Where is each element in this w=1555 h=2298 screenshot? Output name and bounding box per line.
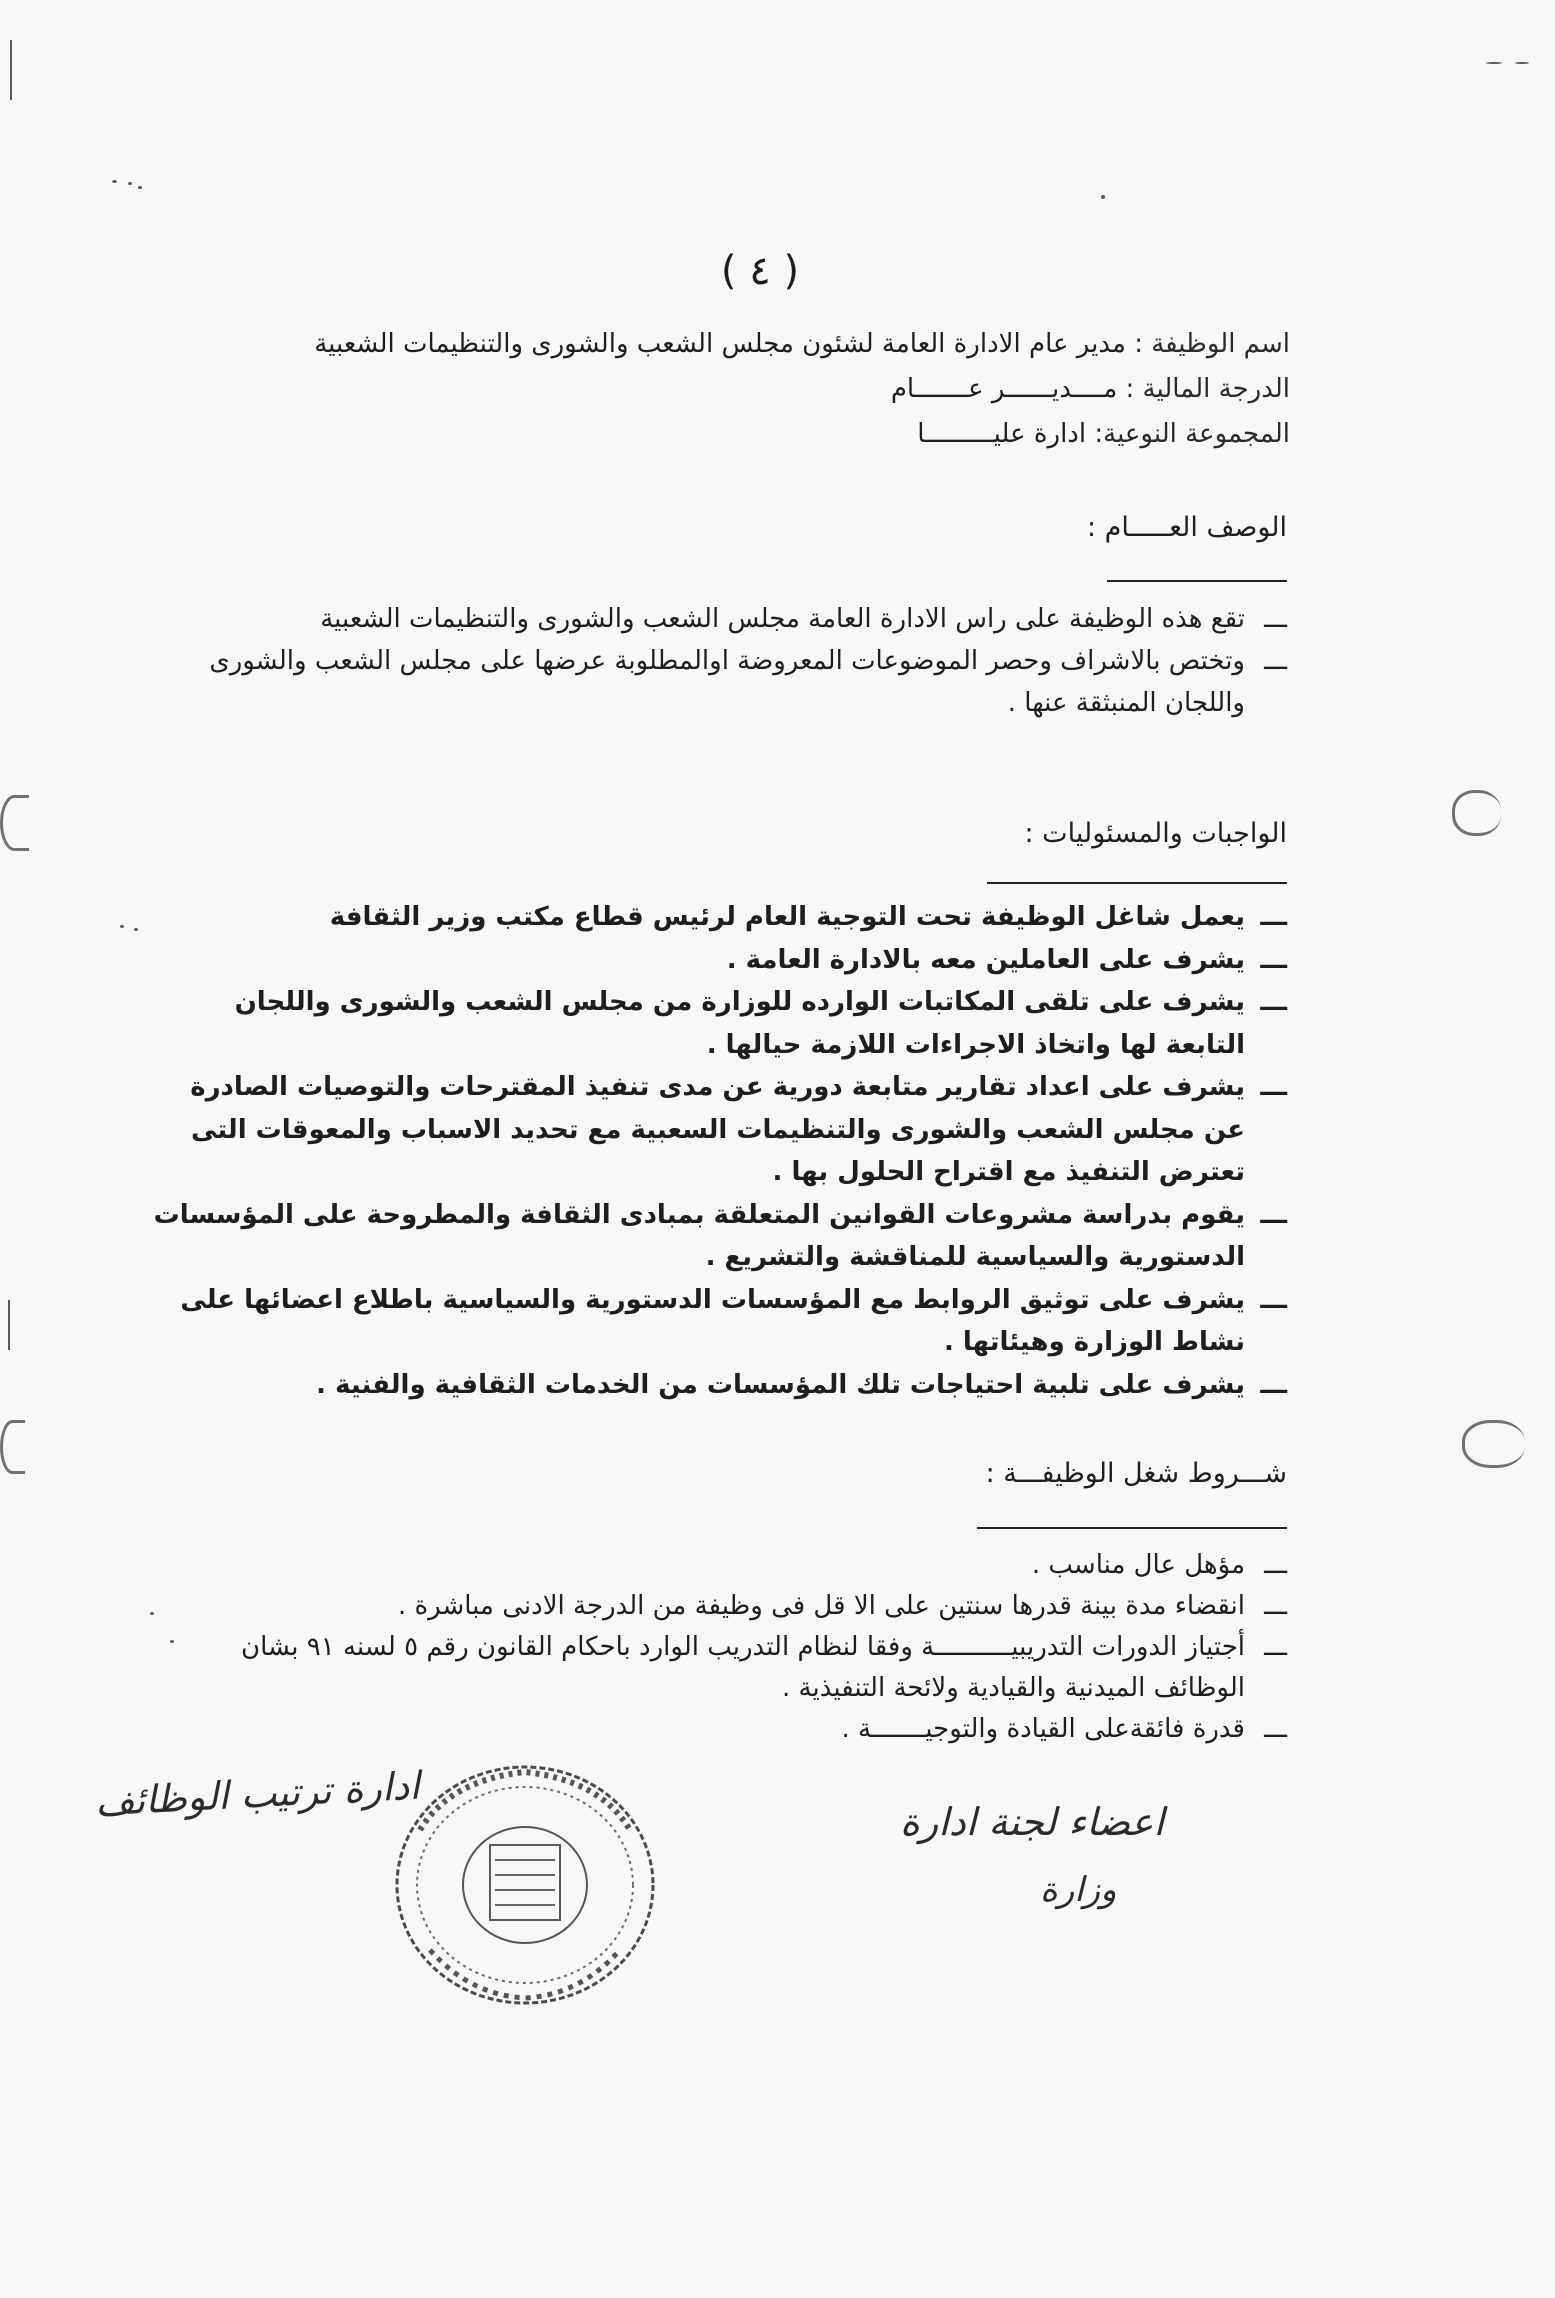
scan-speck <box>112 180 117 183</box>
bullet-dash: ـــ <box>1264 1714 1287 1744</box>
bullet-dash: ـــ <box>1260 1199 1287 1230</box>
bullet-dash: ـــ <box>1264 1591 1287 1621</box>
bullet-dash: ـــ <box>1264 1632 1287 1662</box>
list-item <box>147 939 1287 982</box>
official-seal-stamp <box>390 1760 660 2010</box>
scan-edge-mark-right-bottom <box>1462 1420 1525 1468</box>
grade-value: مــــديــــــر عـــــــام <box>890 374 1118 404</box>
list-item <box>147 1279 1287 1364</box>
bullet-dash: ـــ <box>1264 646 1287 676</box>
requirements-list <box>147 1545 1287 1750</box>
group-value: ادارة عليـــــــــا <box>917 419 1087 449</box>
requirements-heading: شـــروط شغل الوظيفـــة : <box>985 1458 1287 1489</box>
scan-speck <box>8 1300 10 1350</box>
job-title-label: اسم الوظيفة : <box>1134 329 1290 359</box>
list-item-text: يشرف على تلقى المكاتبات الوارده للوزارة من مجلس الشعب والشورى واللجان التابعة لها واتخاذ الاجراءات اللازمة حيالها . <box>234 987 1245 1060</box>
scan-speck <box>138 186 142 189</box>
bullet-dash: ـــ <box>1264 604 1287 634</box>
scan-speck <box>10 40 12 100</box>
grade-row <box>140 367 1290 412</box>
scan-edge-mark-right-top <box>1452 790 1501 836</box>
page-number: ( ٤ ) <box>720 248 800 294</box>
bullet-dash: ـــ <box>1264 1550 1287 1580</box>
list-item-text: يشرف على تلبية احتياجات تلك المؤسسات من الخدمات الثقافية والفنية . <box>316 1369 1245 1400</box>
list-item-text: مؤهل عال مناسب . <box>1031 1550 1245 1580</box>
general-description-heading: الوصف العـــــام : <box>1086 512 1287 543</box>
bullet-dash: ـــ <box>1260 987 1287 1017</box>
duties-list <box>147 896 1287 1406</box>
job-title-row <box>140 322 1290 367</box>
duties-heading: الواجبات والمسئوليات : <box>1024 818 1287 849</box>
scan-speck <box>134 928 138 931</box>
signature-right-line1: اعضاء لجنة ادارة <box>900 1800 1165 1844</box>
scan-speck <box>1486 62 1502 64</box>
list-item <box>147 1066 1287 1194</box>
list-item <box>147 1709 1287 1750</box>
list-item <box>147 1194 1287 1279</box>
list-item-text: يشرف على توثيق الروابط مع المؤسسات الدستورية والسياسية باطلاع اعضائها على نشاط الوزارة وهيئاتها . <box>180 1284 1245 1357</box>
scan-speck <box>1515 62 1529 64</box>
list-item-text: قدرة فائقةعلى القيادة والتوجيـــــــة . <box>841 1714 1245 1744</box>
list-item <box>147 1364 1287 1407</box>
list-item-text: تقع هذه الوظيفة على راس الادارة العامة مجلس الشعب والشورى والتنظيمات الشعبية <box>320 604 1245 634</box>
group-label: المجموعة النوعية: <box>1094 419 1290 449</box>
list-item-text: يشرف على اعداد تقارير متابعة دورية عن مدى تنفيذ المقترحات والتوصيات الصادرة عن مجلس الشعب والشورى والتنظيمات السعبية مع تحديد الاسباب والمعوقات التى تعترض التنفيذ مع اقتراح الحلول بها . <box>190 1072 1245 1187</box>
list-item <box>147 598 1287 640</box>
job-title-value: مدير عام الادارة العامة لشئون مجلس الشعب والشورى والتنظيمات الشعبية <box>314 329 1126 359</box>
list-item <box>147 1627 1287 1709</box>
bullet-dash: ـــ <box>1260 902 1287 932</box>
list-item <box>147 896 1287 939</box>
list-item-text: يعمل شاغل الوظيفة تحت التوجية العام لرئيس قطاع مكتب وزير الثقافة <box>329 902 1245 932</box>
list-item <box>147 640 1287 724</box>
bullet-dash: ـــ <box>1260 1284 1287 1315</box>
list-item-text: وتختص بالاشراف وحصر الموضوعات المعروضة اوالمطلوبة عرضها على مجلس الشعب والشورى واللجان المنبثقة عنها . <box>209 646 1245 718</box>
scan-edge-mark-left-top <box>0 795 29 851</box>
bullet-dash: ـــ <box>1260 944 1287 975</box>
signature-left: ادارة ترتيب الوظائف <box>94 1763 421 1825</box>
grade-label: الدرجة المالية : <box>1125 374 1290 404</box>
list-item-text: يقوم بدراسة مشروعات القوانين المتعلقة بمبادى الثقافة والمطروحة على المؤسسات الدستورية والسياسية للمناقشة والتشريع . <box>153 1199 1245 1272</box>
scan-speck <box>128 182 132 185</box>
list-item <box>147 1586 1287 1627</box>
scan-speck <box>1101 195 1105 199</box>
general-description-list <box>147 598 1287 724</box>
list-item-text: يشرف على العاملين معه بالادارة العامة . <box>726 944 1245 975</box>
list-item-text: انقضاء مدة بينة قدرها سنتين على الا قل فى وظيفة من الدرجة الادنى مباشرة . <box>397 1591 1245 1621</box>
signature-right-line2: وزارة <box>1040 1870 1117 1910</box>
general-description-underline <box>1107 580 1287 582</box>
scan-speck <box>120 925 124 928</box>
job-header <box>140 322 1290 457</box>
bullet-dash: ـــ <box>1260 1072 1287 1102</box>
duties-underline <box>987 882 1287 884</box>
bullet-dash: ـــ <box>1260 1369 1287 1400</box>
list-item-text: أجتياز الدورات التدريبيــــــــــة وفقا لنظام التدريب الوارد باحكام القانون رقم ٥ لسنه ٩١ بشان الوظائف الميدنية والقيادية ولائحة التنفيذية . <box>241 1632 1245 1703</box>
scan-edge-mark-left-bottom <box>0 1420 25 1474</box>
group-row <box>140 412 1290 457</box>
list-item <box>147 981 1287 1066</box>
requirements-underline <box>977 1527 1287 1529</box>
list-item <box>147 1545 1287 1586</box>
